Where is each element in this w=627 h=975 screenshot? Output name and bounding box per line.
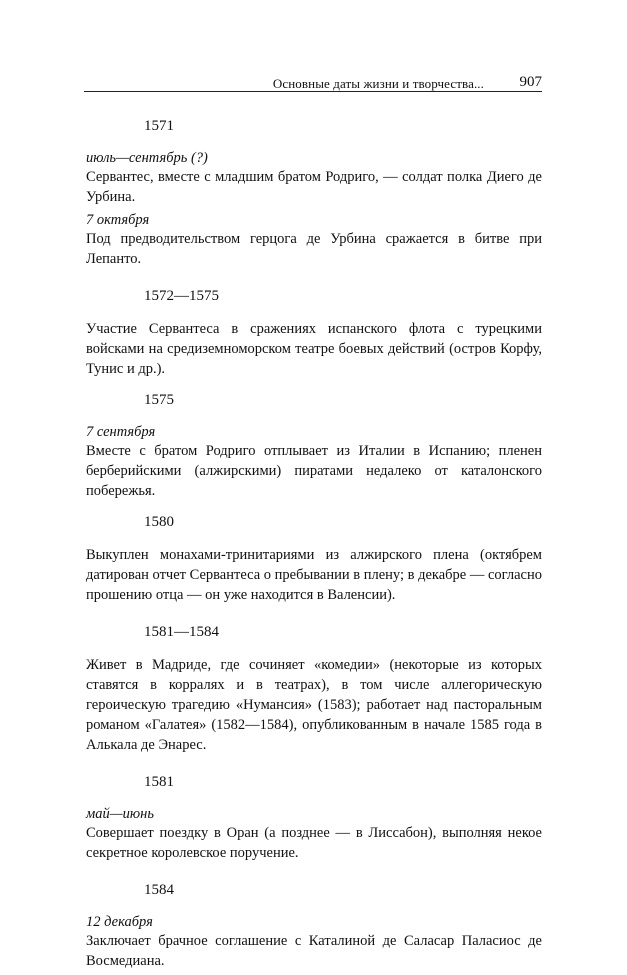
date-label: май—июнь: [86, 806, 154, 822]
year-heading: 1571: [144, 118, 174, 134]
year-heading: 1581—1584: [144, 624, 219, 640]
entry-text: Живет в Мадриде, где сочиняет «комедии» (некоторые из которых ставятся в корралях и в театрах), в том числе аллегорическую героическую трагедию «Нумансия» (1583); работает над пасторальным романом «Галатея» (1582—1584), опубликованным в начале 1585 года в Алькала де Энарес.: [86, 657, 542, 753]
entry-text: Участие Сервантеса в сражениях испанского флота с турецкими войсками на средиземноморском театре боевых действий (остров Корфу, Тунис и др.).: [86, 321, 542, 377]
date-label: 7 сентября: [86, 424, 156, 440]
year-heading: 1572—1575: [144, 288, 219, 304]
page-number: 907: [519, 74, 542, 90]
chronology-content: [86, 117, 542, 975]
header-rule: [84, 91, 542, 92]
date-label: 12 декабря: [86, 914, 153, 930]
year-heading: 1584: [144, 882, 174, 898]
running-header: [84, 70, 542, 92]
entry-text: Вместе с братом Родриго отплывает из Италии в Испанию; пленен берберийскими (алжирскими) пиратами недалеко от каталонского побережья.: [86, 443, 542, 499]
year-heading: 1575: [144, 392, 174, 408]
entry-text: Под предводительством герцога де Урбина сражается в битве при Лепанто.: [86, 231, 542, 267]
entry-text: Заключает брачное соглашение с Каталиной де Саласар Паласиос де Восмедиана.: [86, 933, 542, 969]
date-label: июль—сентябрь (?): [86, 150, 208, 166]
date-label: 7 октября: [86, 212, 150, 228]
entry-text: Выкуплен монахами-тринитариями из алжирского плена (октябрем датирован отчет Сервантеса о пребывании в плену; в декабре — согласно прошению отца — он уже находится в Валенсии).: [86, 547, 542, 603]
year-heading: 1581: [144, 774, 174, 790]
running-header-title: Основные даты жизни и творчества...: [272, 76, 484, 91]
entry-text: Сервантес, вместе с младшим братом Родриго, — солдат полка Диего де Урбина.: [86, 169, 542, 205]
entry-text: Совершает поездку в Оран (а позднее — в Лиссабон), выполняя некое секретное королевское поручение.: [86, 825, 542, 861]
year-heading: 1580: [144, 514, 174, 530]
